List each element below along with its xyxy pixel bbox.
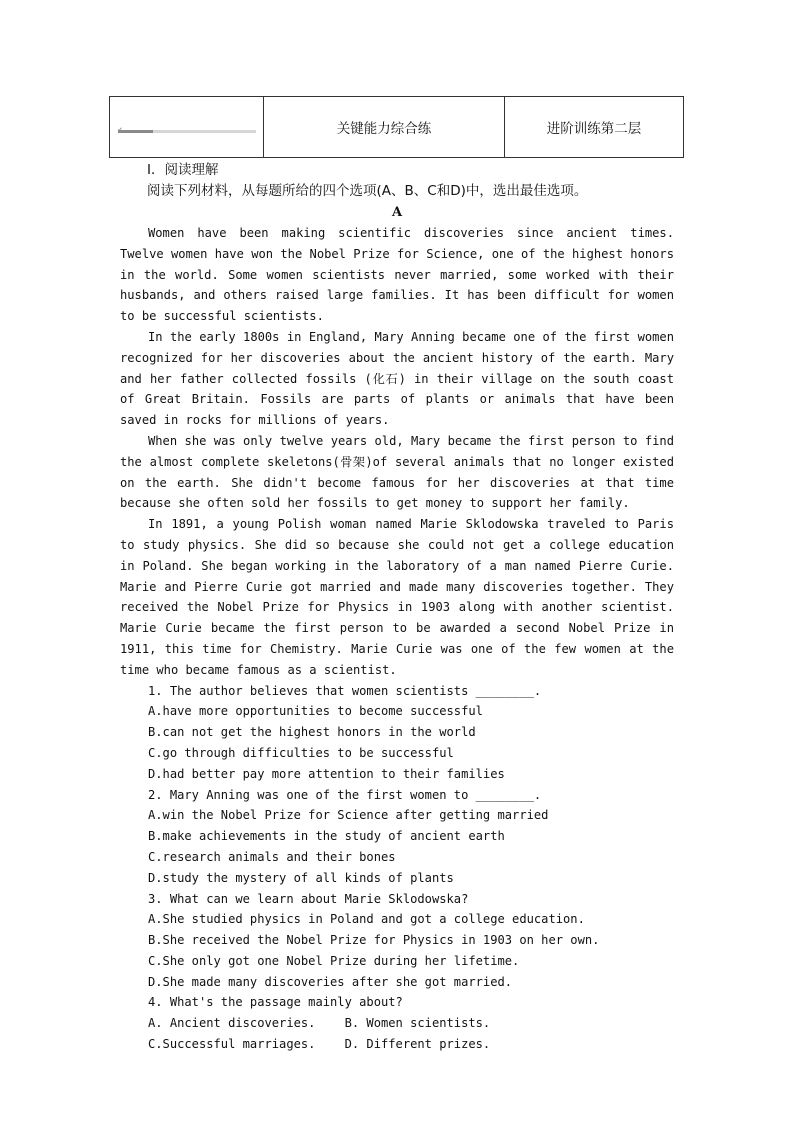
question-2-option-b: B.make achievements in the study of ancient earth: [148, 829, 505, 844]
question-2-option-a: A.win the Nobel Prize for Science after getting married: [148, 808, 549, 823]
question-3-option-d: D.She made many discoveries after she got married.: [148, 974, 513, 989]
header-table: [109, 96, 684, 158]
question-4-options-ab: A. Ancient discoveries. B. Women scientists.: [148, 1016, 491, 1031]
header-progress-cell: [110, 97, 264, 158]
paragraph: When she was only twelve years old, Mary became the first person to find the almost complete skeletons(骨架)of several animals that no longer existed on the earth. She didn't become famous for her discoveries at that time because she often sold her fossils to get money to support her family.: [120, 433, 674, 511]
paragraph: In 1891, a young Polish woman named Marie Sklodowska traveled to Paris to study physics. She did so because she could not get a college education in Poland. She began working in the laboratory of a man named Pierre Curie. Marie and Pierre Curie got married and made many discoveries together. They received the Nobel Prize for Physics in 1903 along with another scientist. Marie Curie became the first person to be awarded a second Nobel Prize in 1911, this time for Chemistry. Marie Curie was one of the few women at the time who became famous as a scientist.: [120, 517, 674, 677]
section-title: Ⅰ．阅读理解: [147, 162, 219, 178]
question-1-option-a: A.have more opportunities to become successful: [148, 704, 483, 719]
paragraph: In the early 1800s in England, Mary Anning became one of the first women recognized for her discoveries about the ancient history of the earth. Mary and her father collected fossils (化石) in their village on the south coast of Great Britain. Fossils are parts of plants or animals that have been saved in rocks for millions of years.: [120, 329, 674, 428]
content: [120, 160, 674, 1055]
paragraph: Women have been making scientific discoveries since ancient times. Twelve women have won the Nobel Prize for Science, one of the highest honors in the world. Some women scientists never married, some worked with their husbands, and others raised large families. It has been difficult for women to be successful scientists.: [120, 226, 674, 324]
question-2-stem: 2. Mary Anning was one of the first women to ________.: [148, 787, 542, 802]
header-title: 关键能力综合练: [264, 97, 505, 158]
question-4-options-cd: C.Successful marriages. D. Different prizes.: [148, 1037, 491, 1052]
question-3-option-c: C.She only got one Nobel Prize during her lifetime.: [148, 953, 520, 968]
progress-bar-fill: [118, 130, 153, 133]
progress-bar: [118, 130, 256, 133]
question-2-option-d: D.study the mystery of all kinds of plants: [148, 870, 454, 885]
question-3-option-b: B.She received the Nobel Prize for Physics in 1903 on her own.: [148, 933, 600, 948]
question-3-option-a: A.She studied physics in Poland and got a college education.: [148, 912, 585, 927]
question-4-stem: 4. What's the passage mainly about?: [148, 995, 403, 1010]
question-3-stem: 3. What can we learn about Marie Sklodowska?: [148, 891, 469, 906]
instruction: 阅读下列材料，从每题所给的四个选项(A、B、C和D)中，选出最佳选项。: [147, 183, 588, 199]
question-1-option-c: C.go through difficulties to be successful: [148, 745, 454, 760]
passage-label: A: [391, 205, 403, 220]
question-1-stem: 1. The author believes that women scientists ________.: [148, 683, 542, 698]
question-1-option-d: D.had better pay more attention to their families: [148, 766, 505, 781]
question-2-option-c: C.research animals and their bones: [148, 849, 396, 864]
header-level: 进阶训练第二层: [505, 97, 684, 158]
question-1-option-b: B.can not get the highest honors in the world: [148, 725, 476, 740]
